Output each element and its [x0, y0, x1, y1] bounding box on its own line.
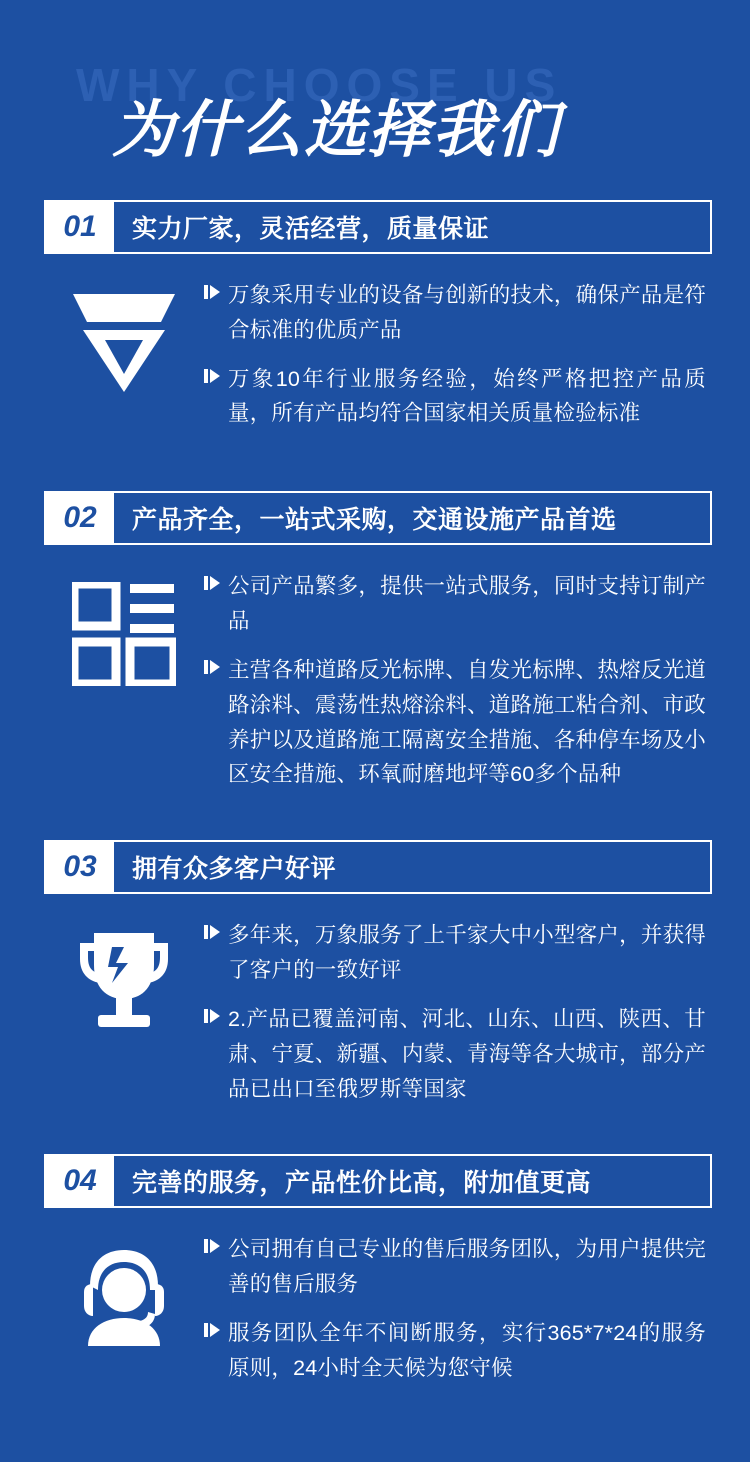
section-04-title: 完善的服务，产品性价比高，附加值更高 [132, 1169, 592, 1198]
list-item-text: 主营各种道路反光标牌、自发光标牌、热熔反光道路涂料、震荡性热熔涂料、道路施工粘合剂、市政养护以及道路施工隔离安全措施、各种停车场及小区安全措施、环氧耐磨地坪等60多个品种 [228, 657, 706, 787]
page-header [0, 0, 750, 200]
list-item-text: 万象采用专业的设备与创新的技术，确保产品是符合标准的优质产品 [228, 283, 706, 342]
section-04 [0, 1154, 750, 1399]
bullet-marker-icon [204, 569, 221, 591]
section-04-header [44, 1154, 712, 1208]
diamond-icon [44, 278, 204, 400]
bullet-marker-icon [204, 1316, 221, 1338]
list-item-text: 公司产品繁多，提供一站式服务，同时支持订制产品 [228, 574, 706, 634]
list-item [204, 278, 706, 348]
bullet-marker-icon [204, 918, 221, 940]
bullet-marker-icon [204, 653, 221, 675]
list-item-text: 多年来，万象服务了上千家大中小型客户，并获得了客户的一致好评 [228, 923, 706, 983]
list-item [204, 1002, 706, 1106]
bullet-marker-icon [204, 362, 221, 384]
header-ghost-text: WHY CHOOSE US [76, 59, 563, 111]
list-item [204, 1316, 706, 1386]
page-title: 为什么选择我们 [112, 96, 561, 165]
headset-support-icon [44, 1232, 204, 1354]
section-01-title: 实力厂家，灵活经营，质量保证 [132, 215, 490, 243]
section-03-number: 03 [46, 842, 114, 892]
section-01-number: 01 [46, 202, 114, 252]
list-item [204, 569, 706, 639]
section-02-body [44, 561, 712, 806]
section-02-bullets [204, 569, 712, 806]
list-item [204, 1232, 706, 1302]
section-03-title: 拥有众多客户好评 [132, 855, 337, 884]
section-03-header [44, 840, 712, 894]
section-03-body [44, 910, 712, 1120]
trophy-icon [44, 918, 204, 1038]
section-02-number: 02 [46, 493, 114, 543]
grid-blocks-icon [44, 569, 204, 689]
list-item [204, 362, 706, 432]
list-item-text: 公司拥有自己专业的售后服务团队，为用户提供完善的售后服务 [228, 1237, 706, 1297]
section-01-bullets [204, 278, 712, 445]
section-02-title: 产品齐全，一站式采购，交通设施产品首选 [132, 506, 617, 535]
section-03 [0, 840, 750, 1120]
bullet-marker-icon [204, 1232, 221, 1254]
section-04-body [44, 1224, 712, 1399]
list-item [204, 653, 706, 792]
section-04-number: 04 [46, 1156, 114, 1206]
section-02-header [44, 491, 712, 545]
list-item-text: 2.产品已覆盖河南、河北、山东、山西、陕西、甘肃、宁夏、新疆、内蒙、青海等各大城市，部分产品已出口至俄罗斯等国家 [228, 1006, 706, 1101]
bullet-marker-icon [204, 278, 221, 300]
section-01 [0, 200, 750, 445]
list-item-text: 服务团队全年不间断服务，实行365*7*24的服务原则，24小时全天候为您守候 [228, 1321, 706, 1380]
section-04-bullets [204, 1232, 712, 1399]
section-01-header [44, 200, 712, 254]
bullet-marker-icon [204, 1002, 221, 1024]
list-item-text: 万象10年行业服务经验，始终严格把控产品质量，所有产品均符合国家相关质量检验标准 [228, 366, 706, 426]
section-03-bullets [204, 918, 712, 1120]
section-01-body [44, 270, 712, 445]
list-item [204, 918, 706, 988]
section-02 [0, 491, 750, 806]
